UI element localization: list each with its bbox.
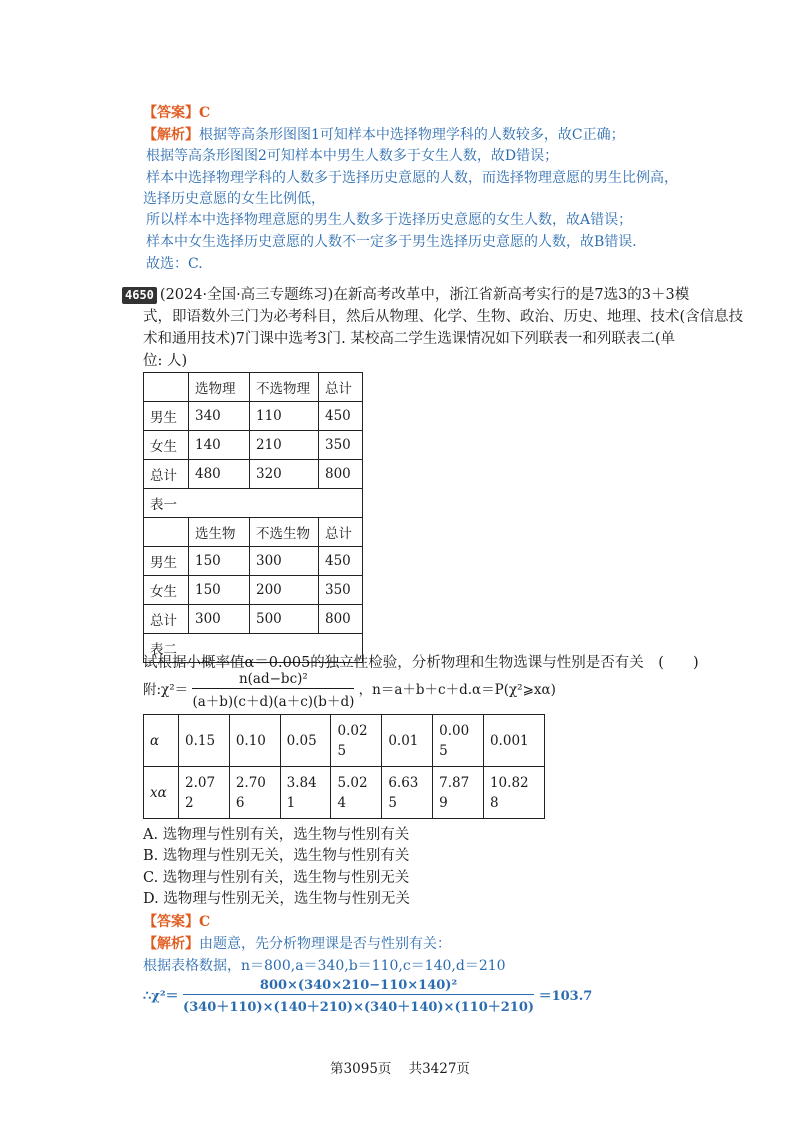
table-row: 女生 150 200 350 xyxy=(144,576,363,605)
analysis-line-7: 故选：C. xyxy=(146,256,203,272)
option-a: A. 选物理与性别有关，选生物与性别有关 xyxy=(143,827,410,843)
table-row: 选物理 不选物理 总计 xyxy=(144,373,363,402)
question-line-4: 位: 人) xyxy=(143,353,188,369)
answer-line xyxy=(143,103,210,123)
table-row: 女生 140 210 350 xyxy=(144,431,363,460)
critical-value-table xyxy=(143,714,545,819)
option-b: B. 选物理与性别无关，选生物与性别有关 xyxy=(143,848,410,864)
question-line-3: 术和通用技术)7门课中选考3门. 某校高二学生选课情况如下列联表一和列联表二(单 xyxy=(143,331,675,347)
answer-value: C xyxy=(199,105,211,121)
question-line-2: 式，即语数外三门为必考科目，然后从物理、化学、生物、政治、历史、地理、技术(含信息技 xyxy=(143,309,744,325)
table-row: 男生 150 300 450 xyxy=(144,547,363,576)
formula-note: 附:χ²＝ $\frac{\text{n(ad−bc)²}}{(a+b)(c+d)(a+c)(b+d)}$ ，n＝a＋b＋c＋d.α＝P(χ²⩾xα) xyxy=(143,671,556,710)
analysis-tag: 【解析】 xyxy=(143,127,199,143)
question-line-1: 4650 (2024·全国·高三专题练习)在新高考改革中，浙江省新高考实行的是7选3的3＋3模 xyxy=(122,285,689,305)
option-c: C. 选物理与性别有关，选生物与性别无关 xyxy=(143,870,410,886)
table-row: 总计 480 320 800 xyxy=(144,460,363,489)
analysis2-line-1: 【解析】由题意，先分析物理课是否与性别有关： xyxy=(143,936,451,952)
chi-square-calculation: ∴χ²＝ $\frac{\text{800×(340×210−110×140)²}}{(340+110)\times(140+210)\times(340+140)\times(110+210)}$ ＝103.7 xyxy=(143,978,593,1015)
table-caption-row xyxy=(144,489,363,518)
chi-square-fraction: $\frac{\text{n(ad−bc)²}}{(a+b)(c+d)(a+c)(b+d)}$ xyxy=(192,671,355,710)
analysis2-line-2: 根据表格数据，n＝800,a＝340,b＝110,c＝140,d＝210 xyxy=(143,958,506,974)
analysis-line-3: 样本中选择物理学科的人数多于选择历史意愿的人数，而选择物理意愿的男生比例高， xyxy=(146,170,678,186)
analysis-line-6: 样本中女生选择历史意愿的人数不一定多于男生选择历史意愿的人数，故B错误． xyxy=(146,234,647,250)
option-d: D. 选物理与性别无关，选生物与性别无关 xyxy=(143,891,410,907)
table-row: 男生 340 110 450 xyxy=(144,402,363,431)
question-prompt: 试根据小概率值α＝0.005的独立性检验，分析物理和生物选课与性别是否有关 ( ) xyxy=(143,655,699,671)
analysis-line-2: 根据等高条形图图2可知样本中男生人数多于女生人数，故D错误； xyxy=(146,148,559,164)
page-number: 第3095页 xyxy=(330,1061,392,1077)
table-row: 总计 300 500 800 xyxy=(144,605,363,634)
answer-line-2: 【答案】C xyxy=(143,914,211,930)
question-number: 4650 xyxy=(122,287,157,304)
analysis-line-1: 【解析】根据等高条形图图1可知样本中选择物理学科的人数较多，故C正确； xyxy=(143,127,625,143)
analysis-line-4: 选择历史意愿的女生比例低， xyxy=(143,191,325,207)
table-row: xα 2.07 2 2.70 6 3.84 1 5.02 4 6.63 5 7.87 9 10.82 8 xyxy=(144,767,545,819)
table-caption: 表二 xyxy=(144,634,363,663)
contingency-table-1 xyxy=(143,372,363,663)
analysis-line-5: 所以样本中选择物理意愿的男生人数多于选择历史意愿的女生人数，故A错误； xyxy=(146,212,633,228)
page-footer xyxy=(0,1057,800,1077)
table-caption: 表一 xyxy=(144,489,363,518)
answer-tag: 【答案】 xyxy=(143,105,199,121)
table-row: 选生物 不选生物 总计 xyxy=(144,518,363,547)
total-pages: 共3427页 xyxy=(408,1061,470,1077)
table-row: α 0.15 0.10 0.05 0.02 5 0.01 0.00 5 0.001 xyxy=(144,715,545,767)
